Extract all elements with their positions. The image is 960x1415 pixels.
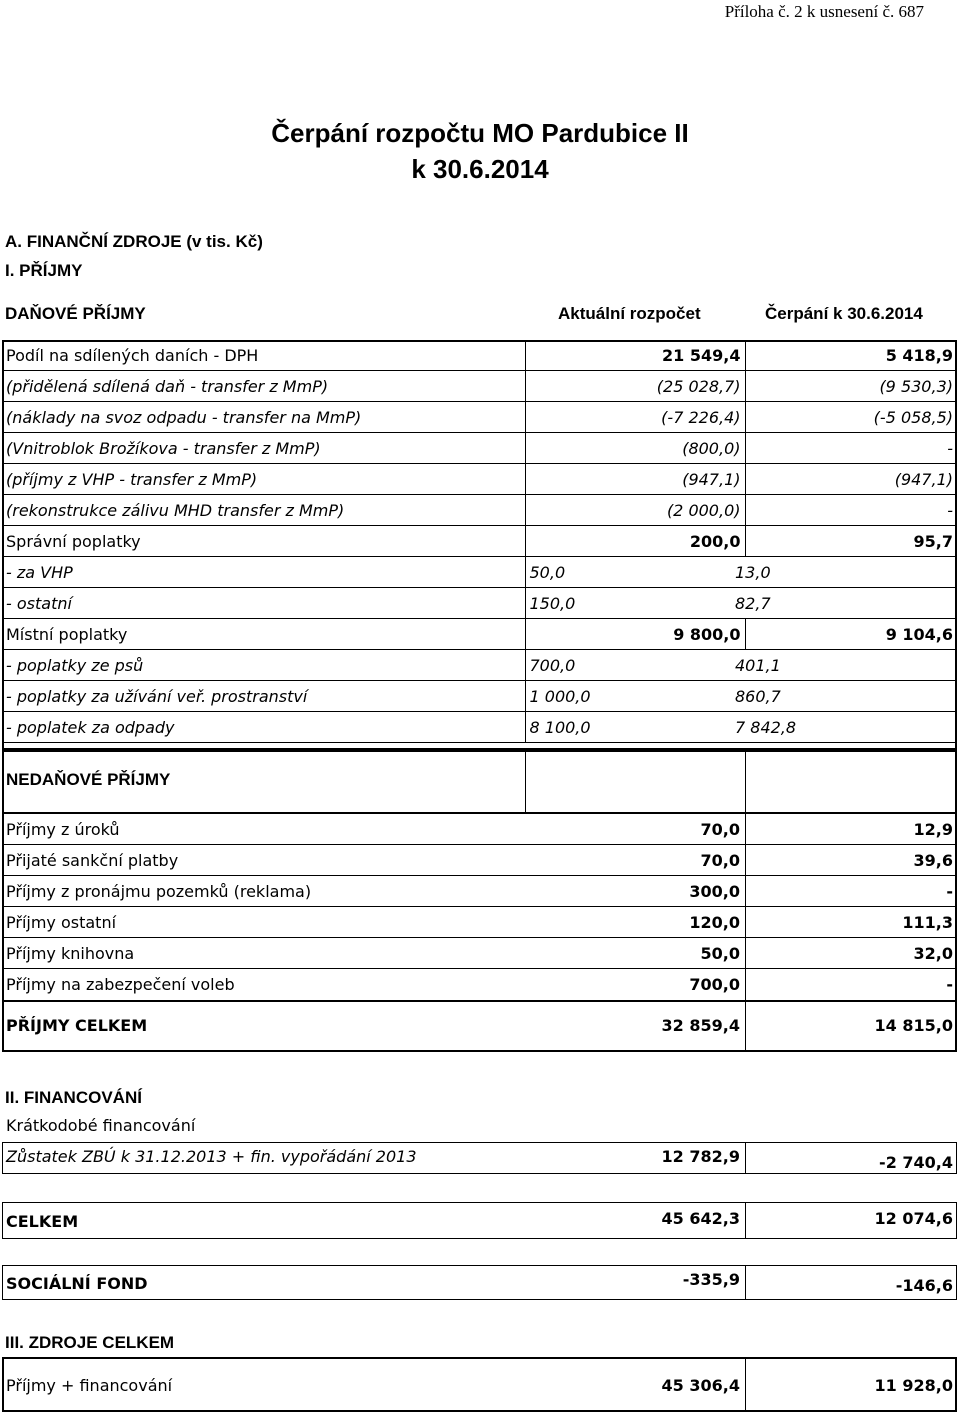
tax-row-sub-spent: 13,0 [735, 557, 947, 588]
tax-row-spent: 95,7 [745, 526, 957, 557]
tax-row-label: (rekonstrukce zálivu MHD transfer z MmP) [2, 495, 525, 526]
celkem-label: CELKEM [6, 1212, 79, 1231]
nontax-row-budget: 300,0 [689, 882, 740, 901]
section-i-heading: I. PŘÍJMY [5, 261, 83, 280]
tax-row-label: (přidělená sdílená daň - transfer z MmP) [2, 371, 525, 402]
tax-row [2, 371, 957, 402]
tax-row [2, 712, 957, 743]
tax-row-label: (Vnitroblok Brožíkova - transfer z MmP) [2, 433, 525, 464]
total-income-budget: 32 859,4 [661, 1016, 740, 1035]
tax-row-spent: (-5 058,5) [745, 402, 957, 433]
tax-row-spent: (9 530,3) [745, 371, 957, 402]
nontax-row [2, 845, 957, 876]
tax-row-sub-spent: 7 842,8 [735, 712, 947, 743]
tax-row-label: Místní poplatky [2, 619, 525, 650]
page-subtitle-date: k 30.6.2014 [411, 154, 549, 184]
tax-row-budget: (2 000,0) [525, 495, 745, 526]
social-fund-budget: -335,9 [682, 1270, 740, 1289]
nontax-row-label: Příjmy ostatní [6, 913, 117, 932]
tax-row-label: - ostatní [2, 588, 525, 619]
tax-row-spent: - [745, 495, 957, 526]
nontax-row-label: Příjmy z pronájmu pozemků (reklama) [6, 882, 312, 901]
tax-row-sub-spent: 82,7 [735, 588, 947, 619]
section-ii-heading: II. FINANCOVÁNÍ [5, 1088, 142, 1107]
nontax-row-budget: 50,0 [700, 944, 740, 963]
nontax-row-spent: 12,9 [913, 820, 953, 839]
tax-row [2, 557, 957, 588]
tax-row [2, 402, 957, 433]
nontax-row-label: Přijaté sankční platby [6, 851, 179, 870]
tax-row-label: (příjmy z VHP - transfer z MmP) [2, 464, 525, 495]
nontax-row-budget: 120,0 [689, 913, 740, 932]
nontax-row-budget: 700,0 [689, 975, 740, 994]
tax-row [2, 464, 957, 495]
nontax-row-label: Příjmy na zabezpečení voleb [6, 975, 235, 994]
tax-row [2, 340, 957, 371]
nontax-row [2, 907, 957, 938]
tax-row-budget: (947,1) [525, 464, 745, 495]
tax-row-sub-budget: 1 000,0 [525, 681, 745, 712]
tax-row-sub-spent: 401,1 [735, 650, 947, 681]
nontax-row [2, 876, 957, 907]
tax-row-budget: (800,0) [525, 433, 745, 464]
tax-row-label: - poplatek za odpady [2, 712, 525, 743]
tax-income-header [5, 298, 955, 328]
tax-row-budget: (25 028,7) [525, 371, 745, 402]
nontax-row-spent: 39,6 [913, 851, 953, 870]
tax-row-label: - poplatky za užívání veř. prostranství [2, 681, 525, 712]
tax-row-sub-spent: 860,7 [735, 681, 947, 712]
nontax-row [2, 814, 957, 845]
celkem-budget: 45 642,3 [661, 1209, 740, 1228]
tax-row-sub-budget: 700,0 [525, 650, 745, 681]
tax-row-sub-budget: 8 100,0 [525, 712, 745, 743]
tax-income-label: DAŇOVÉ PŘÍJMY [5, 304, 146, 323]
nontax-row-budget: 70,0 [700, 851, 740, 870]
tax-row-budget: 200,0 [525, 526, 745, 557]
nontax-row-spent: - [946, 975, 953, 994]
tax-row [2, 619, 957, 650]
tax-row [2, 588, 957, 619]
tax-row [2, 433, 957, 464]
nontax-row-label: Příjmy knihovna [6, 944, 135, 963]
tax-row-budget: (-7 226,4) [525, 402, 745, 433]
nontax-row-spent: 111,3 [902, 913, 953, 932]
total-income-spent: 14 815,0 [874, 1016, 953, 1035]
celkem-spent: 12 074,6 [874, 1209, 953, 1228]
budget-column-header: Aktuální rozpočet [558, 304, 701, 323]
nontax-row [2, 969, 957, 1000]
social-fund-label: SOCIÁLNÍ FOND [6, 1274, 148, 1293]
tax-income-table [2, 340, 957, 743]
tax-row [2, 495, 957, 526]
total-income-label: PŘÍJMY CELKEM [6, 1016, 148, 1035]
tax-row-label: - poplatky ze psů [2, 650, 525, 681]
nontax-row-spent: - [946, 882, 953, 901]
section-iii-heading: III. ZDROJE CELKEM [5, 1333, 175, 1352]
tax-row-label: (náklady na svoz odpadu - transfer na MmP) [2, 402, 525, 433]
sources-total-label: Příjmy + financování [6, 1376, 173, 1395]
tax-row [2, 526, 957, 557]
tax-row-spent: (947,1) [745, 464, 957, 495]
social-fund-spent: -146,6 [895, 1276, 953, 1295]
attachment-note: Příloha č. 2 k usnesení č. 687 [724, 2, 924, 21]
short-term-financing-label: Krátkodobé financování [6, 1116, 196, 1135]
tax-row-label: - za VHP [2, 557, 525, 588]
tax-row-label: Podíl na sdílených daních - DPH [2, 340, 525, 371]
tax-row-sub-budget: 150,0 [525, 588, 745, 619]
nontax-row-label: Příjmy z úroků [6, 820, 120, 839]
nontax-row [2, 938, 957, 969]
tax-row-spent: - [745, 433, 957, 464]
balance-spent: -2 740,4 [879, 1153, 953, 1172]
balance-budget: 12 782,9 [661, 1147, 740, 1166]
tax-row-spent: 9 104,6 [745, 619, 957, 650]
sources-total-spent: 11 928,0 [874, 1376, 953, 1395]
tax-row [2, 650, 957, 681]
tax-row [2, 681, 957, 712]
tax-row-budget: 9 800,0 [525, 619, 745, 650]
section-a-heading: A. FINANČNÍ ZDROJE (v tis. Kč) [5, 232, 263, 251]
nontax-income-heading: NEDAŇOVÉ PŘÍJMY [6, 770, 171, 789]
page-title: Čerpání rozpočtu MO Pardubice II [271, 118, 689, 148]
tax-row-spent: 5 418,9 [745, 340, 957, 371]
tax-row-label: Správní poplatky [2, 526, 525, 557]
spent-column-header: Čerpání k 30.6.2014 [765, 304, 923, 323]
tax-row-budget: 21 549,4 [525, 340, 745, 371]
sources-total-budget: 45 306,4 [661, 1376, 740, 1395]
balance-label: Zůstatek ZBÚ k 31.12.2013 + fin. vypořádání 2013 [6, 1147, 417, 1166]
nontax-row-spent: 32,0 [913, 944, 953, 963]
nontax-row-budget: 70,0 [700, 820, 740, 839]
tax-row-sub-budget: 50,0 [525, 557, 745, 588]
